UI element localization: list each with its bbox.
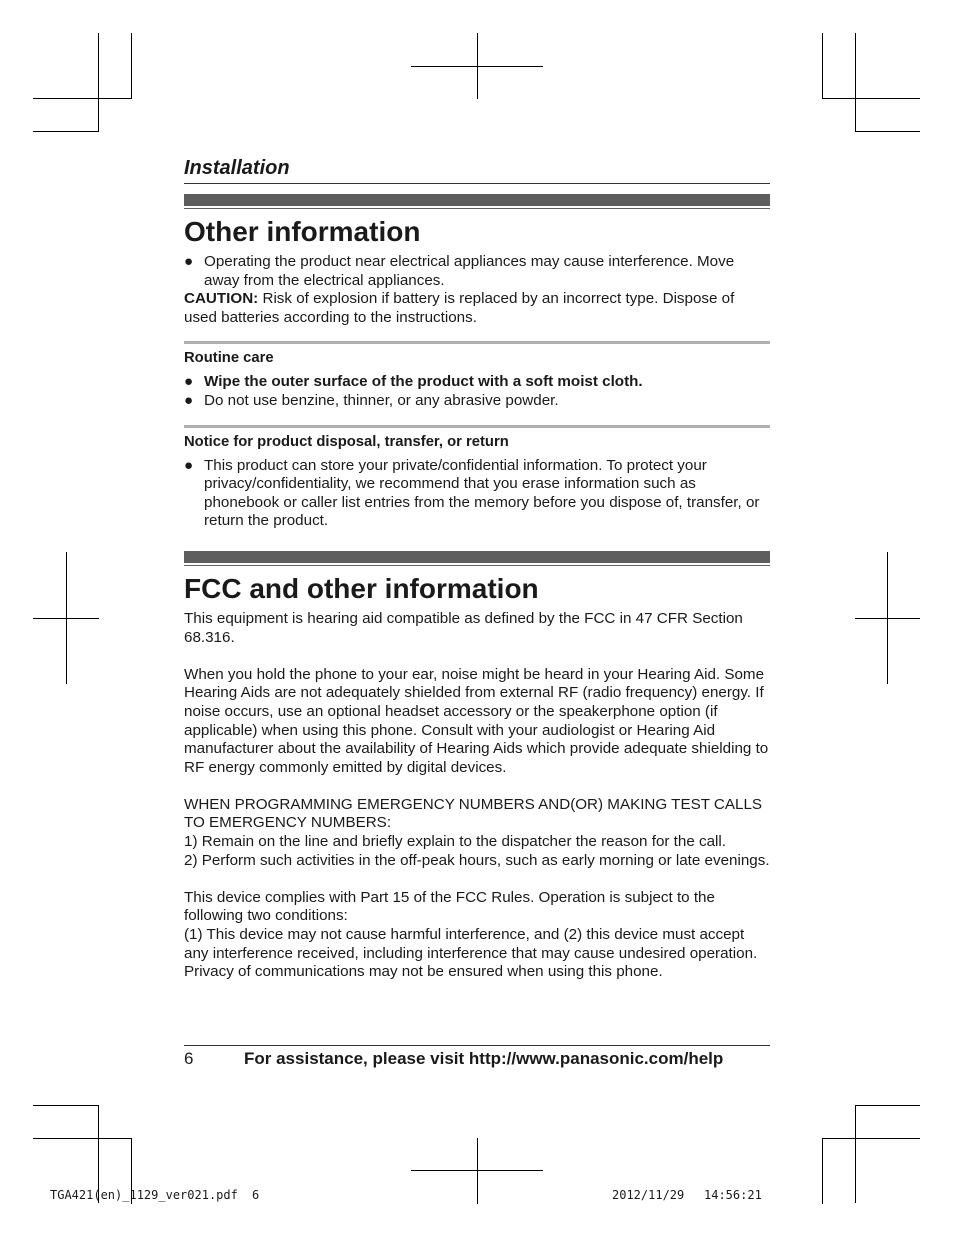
disposal-heading: Notice for product disposal, transfer, or return: [184, 433, 509, 450]
caution-label: CAUTION:: [184, 290, 259, 308]
bullet-text: Do not use benzine, thinner, or any abrasive powder.: [204, 391, 559, 409]
fcc-title: FCC and other information: [184, 572, 539, 604]
page-number: 6: [184, 1049, 194, 1068]
header-rule: [184, 183, 770, 184]
fcc-paragraph: (1) This device may not cause harmful interference, and (2) this device must accept any interference received, including interference that may cause undesired operation.: [184, 926, 758, 962]
list-item: [184, 392, 770, 411]
print-page: 6: [252, 1188, 260, 1202]
fcc-paragraph: This equipment is hearing aid compatible as defined by the FCC in 47 CFR Section 68.316.: [184, 609, 743, 646]
title-bar-line: [184, 565, 770, 566]
list-item: [184, 457, 770, 531]
bullet-icon: ●: [184, 373, 194, 391]
other-info-title: Other information: [184, 216, 421, 247]
spacer: [184, 777, 770, 796]
fcc-paragraph: This device complies with Part 15 of the FCC Rules. Operation is subject to the following two conditions:: [184, 888, 715, 925]
spacer: [184, 647, 770, 666]
section-divider: [184, 425, 770, 428]
assistance-link[interactable]: For assistance, please visit http://www.panasonic.com/help: [244, 1049, 724, 1068]
section-divider: [184, 341, 770, 344]
title-bar-line: [184, 208, 770, 209]
fcc-paragraph: 2) Perform such activities in the off-peak hours, such as early morning or late evenings.: [184, 851, 770, 869]
bullet-text: This product can store your private/confidential information. To protect your privacy/confidentiality, we recommend that you erase information such as phonebook or caller list entries from the memory before you dispose of, transfer, or return the product.: [204, 456, 760, 530]
spacer: [184, 870, 770, 889]
list-item: [184, 253, 770, 290]
print-time: 14:56:21: [704, 1188, 762, 1202]
fcc-paragraph: WHEN PROGRAMMING EMERGENCY NUMBERS AND(OR) MAKING TEST CALLS TO EMERGENCY NUMBERS:: [184, 795, 763, 832]
title-bar: [184, 194, 770, 206]
fcc-paragraph: When you hold the phone to your ear, noise might be heard in your Hearing Aid. Some Hearing Aids are not adequately shielded from external RF (radio frequency) energy. If noise occurs, use an optional headset accessory or the speakerphone option (if applicable) when using this phone. Consult with your audiologist or Hearing Aid manufacturer about the availability of Hearing Aids which provide adequate shielding to RF energy commonly emitted by digital devices.: [184, 665, 769, 776]
section-label: Installation: [184, 157, 290, 179]
bullet-icon: ●: [184, 253, 194, 270]
caution-text: Risk of explosion if battery is replaced by an incorrect type. Dispose of used batteries according to the instructions.: [184, 290, 735, 326]
footer-rule: [184, 1045, 770, 1046]
page-content: [184, 150, 770, 982]
print-file: TGA421(en)_1129_ver021.pdf: [50, 1188, 238, 1202]
bullet-icon: ●: [184, 391, 194, 409]
caution-paragraph: [184, 290, 770, 327]
fcc-paragraph: 1) Remain on the line and briefly explain to the dispatcher the reason for the call.: [184, 833, 727, 851]
bullet-text: Operating the product near electrical appliances may cause interference. Move away from the electrical appliances.: [204, 253, 735, 289]
fcc-paragraph: Privacy of communications may not be ensured when using this phone.: [184, 963, 663, 981]
list-item: [184, 373, 770, 392]
bullet-icon: ●: [184, 456, 194, 474]
routine-care-heading: Routine care: [184, 350, 274, 367]
bullet-text: Wipe the outer surface of the product with a soft moist cloth.: [204, 373, 643, 391]
title-bar: [184, 551, 770, 563]
print-date: 2012/11/29: [612, 1188, 685, 1202]
